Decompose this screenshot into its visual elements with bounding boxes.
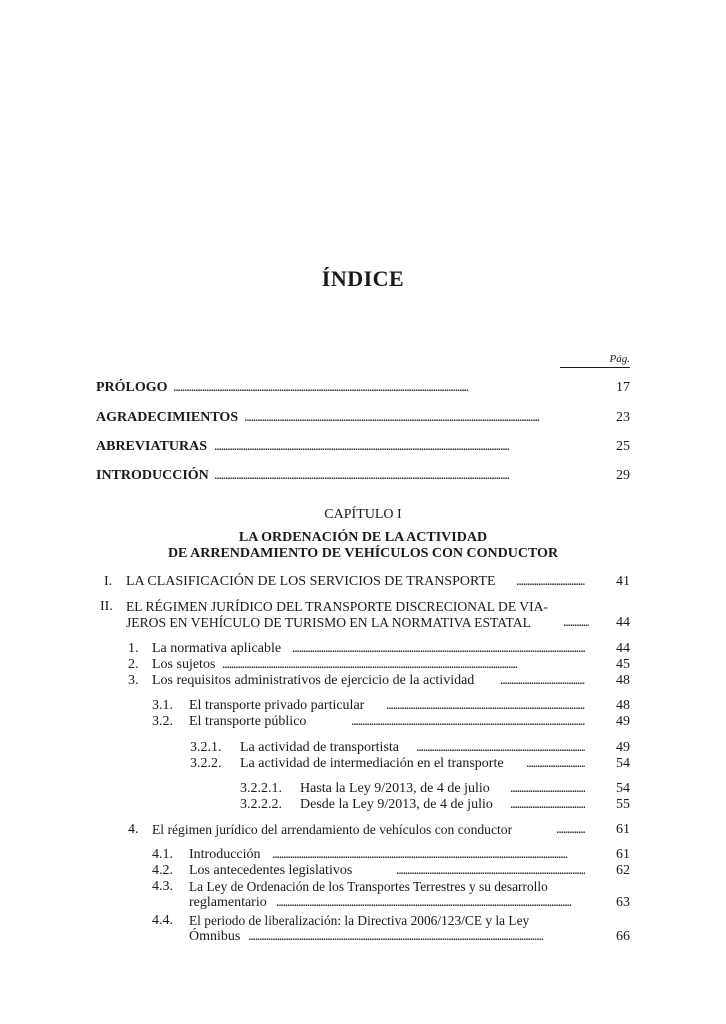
- dot-leader: [276, 894, 585, 912]
- toc-entry-page: 66: [616, 929, 630, 944]
- toc-entry-label: LA CLASIFICACIÓN DE LOS SERVICIOS DE TRANSPORTE: [126, 574, 496, 589]
- toc-entry-3-2[interactable]: [96, 713, 630, 731]
- toc-entry-page: 48: [616, 673, 630, 688]
- page-column-header: Pág.: [560, 353, 630, 368]
- toc-entry-label: Los antecedentes legislativos: [189, 863, 353, 878]
- toc-entry-abreviaturas[interactable]: [96, 438, 630, 456]
- toc-entry-number: 3.2.1.: [190, 740, 222, 755]
- toc-entry-number: 2.: [128, 657, 139, 672]
- toc-entry-number: 4.1.: [152, 847, 173, 862]
- toc-entry-page: 48: [616, 698, 630, 713]
- toc-entry-label-line1: La Ley de Ordenación de los Transportes Terrestres y su desarrollo: [189, 879, 548, 894]
- toc-entry-3-2-2-2[interactable]: [96, 796, 630, 814]
- toc-entry-label: INTRODUCCIÓN: [96, 468, 209, 483]
- dot-leader: [516, 573, 585, 591]
- toc-entry-number: 4.2.: [152, 863, 173, 878]
- toc-entry-number: 4.3.: [152, 879, 173, 894]
- chapter-number: CAPÍTULO I: [324, 507, 402, 522]
- toc-entry-4-4[interactable]: [96, 928, 630, 946]
- toc-entry-label: El régimen jurídico del arrendamiento de vehículos con conductor: [152, 822, 513, 837]
- dot-leader: [214, 467, 585, 485]
- toc-entry-number: 3.2.2.1.: [240, 781, 282, 796]
- dot-leader: [526, 755, 585, 773]
- toc-entry-agradecimientos[interactable]: [96, 409, 630, 427]
- toc-entry-4[interactable]: [96, 821, 630, 839]
- toc-entry-label: La actividad de transportista: [240, 740, 399, 755]
- toc-entry-page: 63: [616, 895, 630, 910]
- chapter-title-line2: DE ARRENDAMIENTO DE VEHÍCULOS CON CONDUCTOR: [167, 546, 559, 561]
- toc-entry-page: 17: [616, 380, 630, 395]
- chapter-title-line1: LA ORDENACIÓN DE LA ACTIVIDAD: [238, 530, 488, 545]
- toc-entry-page: 41: [616, 574, 630, 589]
- toc-entry-4-3[interactable]: [96, 894, 630, 912]
- toc-entry-number: 3.2.: [152, 714, 173, 729]
- page-title: ÍNDICE: [321, 266, 405, 291]
- dot-leader: [500, 672, 585, 690]
- dot-leader: [351, 713, 585, 731]
- toc-entry-number: 3.1.: [152, 698, 173, 713]
- toc-entry-page: 44: [616, 615, 630, 630]
- toc-entry-number: 4.: [128, 822, 139, 837]
- toc-entry-label: Introducción: [189, 847, 261, 862]
- toc-entry-page: 62: [616, 863, 630, 878]
- toc-entry-number: 3.2.2.: [190, 756, 222, 771]
- toc-entry-page: 49: [616, 714, 630, 729]
- toc-entry-label: Los requisitos administrativos de ejercicio de la actividad: [152, 673, 475, 688]
- toc-section-I[interactable]: [96, 573, 630, 591]
- toc-entry-label: PRÓLOGO: [96, 380, 168, 395]
- toc-entry-3[interactable]: [96, 672, 630, 690]
- dot-leader: [173, 379, 585, 397]
- toc-entry-number: II.: [100, 599, 113, 614]
- dot-leader: [510, 796, 585, 814]
- toc-entry-label: El transporte privado particular: [189, 698, 365, 713]
- toc-entry-label: JEROS EN VEHÍCULO DE TURISMO EN LA NORMATIVA ESTATAL: [126, 615, 531, 630]
- toc-entry-page: 54: [616, 756, 630, 771]
- toc-entry-page: 61: [616, 822, 630, 837]
- dot-leader: [244, 409, 585, 427]
- toc-entry-label: Los sujetos: [152, 657, 216, 672]
- toc-entry-page: 54: [616, 781, 630, 796]
- toc-entry-number: I.: [104, 574, 113, 589]
- toc-entry-label-line1: El periodo de liberalización: la Directiva 2006/123/CE y la Ley: [189, 913, 530, 928]
- toc-entry-page: 29: [616, 468, 630, 483]
- dot-leader: [556, 821, 585, 839]
- toc-entry-label: AGRADECIMIENTOS: [96, 410, 239, 425]
- toc-entry-number: 1.: [128, 641, 139, 656]
- toc-entry-label: reglamentario: [189, 895, 267, 910]
- toc-entry-label: La normativa aplicable: [152, 641, 282, 656]
- toc-entry-page: 25: [616, 439, 630, 454]
- toc-entry-page: 45: [616, 657, 630, 672]
- toc-entry-label: La actividad de intermediación en el transporte: [240, 756, 504, 771]
- toc-entry-page: 61: [616, 847, 630, 862]
- dot-leader: [248, 928, 585, 946]
- toc-entry-page: 49: [616, 740, 630, 755]
- toc-entry-label-line1: EL RÉGIMEN JURÍDICO DEL TRANSPORTE DISCRECIONAL DE VIA-: [126, 599, 548, 614]
- toc-entry-page: 44: [616, 641, 630, 656]
- toc-entry-label: Ómnibus: [189, 929, 241, 944]
- toc-entry-label: ABREVIATURAS: [96, 439, 207, 454]
- toc-entry-label: El transporte público: [189, 714, 307, 729]
- toc-entry-prologo[interactable]: [96, 379, 630, 397]
- toc-entry-introduccion[interactable]: [96, 467, 630, 485]
- toc-entry-number: 4.4.: [152, 913, 173, 928]
- dot-leader: [563, 614, 589, 632]
- toc-section-II[interactable]: [96, 614, 630, 632]
- toc-entry-page: 23: [616, 410, 630, 425]
- toc-entry-page: 55: [616, 797, 630, 812]
- dot-leader: [214, 438, 585, 456]
- toc-entry-3-2-2[interactable]: [96, 755, 630, 773]
- toc-entry-number: 3.2.2.2.: [240, 797, 282, 812]
- toc-entry-label: Hasta la Ley 9/2013, de 4 de julio: [300, 781, 490, 796]
- toc-entry-number: 3.: [128, 673, 139, 688]
- toc-entry-label: Desde la Ley 9/2013, de 4 de julio: [300, 797, 493, 812]
